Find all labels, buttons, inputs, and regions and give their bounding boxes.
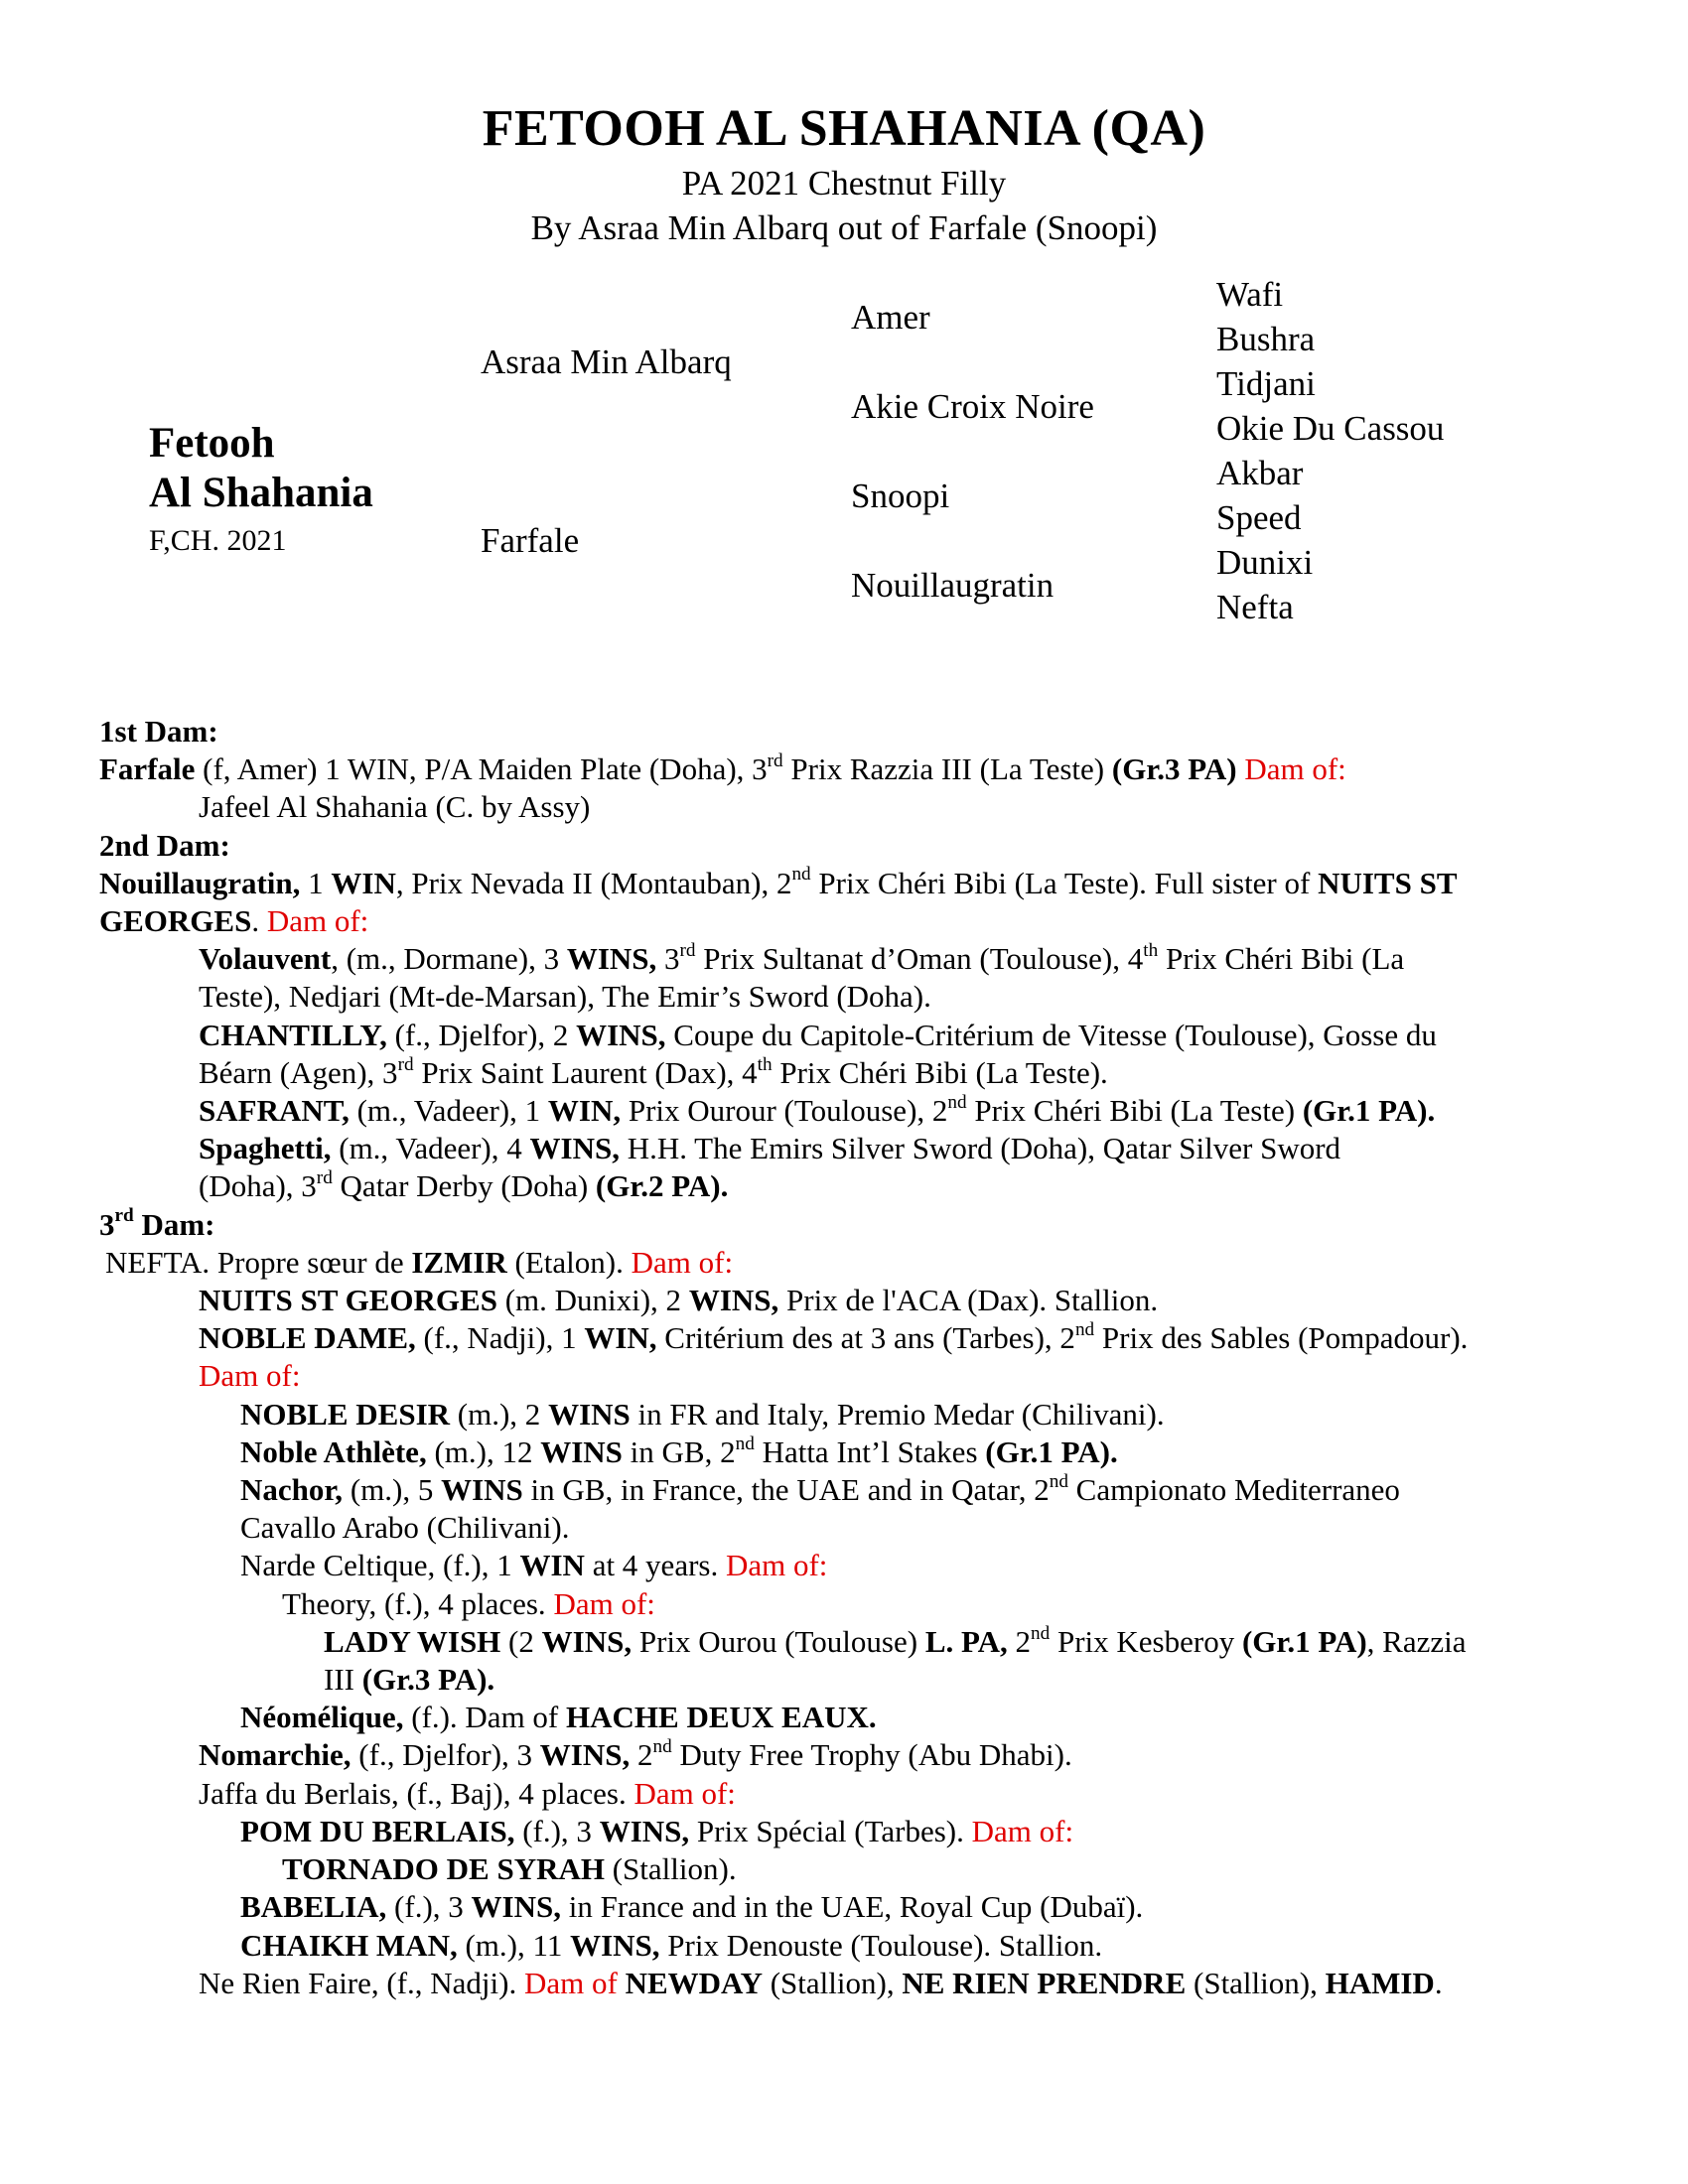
first-dam-entry: Farfale (f, Amer) 1 WIN, P/A Maiden Plate (Doha), 3rd Prix Razzia III (La Teste) (Gr.3 PA) Dam of:: [99, 750, 1346, 787]
pedigree-great-grandparent-7: Dunixi: [1216, 543, 1314, 582]
produce-lady-wish-cont: III (Gr.3 PA).: [324, 1662, 495, 1698]
produce-spaghetti-cont: (Doha), 3rd Qatar Derby (Doha) (Gr.2 PA).: [199, 1167, 729, 1204]
pedigree-great-grandparent-3: Tidjani: [1216, 364, 1316, 403]
page-subtitle-year: PA 2021 Chestnut Filly: [681, 164, 1007, 203]
pedigree-dam: Farfale: [481, 521, 580, 560]
page-subtitle-parentage: By Asraa Min Albarq out of Farfale (Snoopi): [530, 208, 1158, 247]
produce-noble-dame-damof: Dam of:: [199, 1358, 301, 1394]
third-dam-heading: 3rd Dam:: [99, 1205, 215, 1242]
second-dam-heading: 2nd Dam:: [99, 827, 230, 863]
produce-tornado-de-syrah: TORNADO DE SYRAH (Stallion).: [282, 1851, 737, 1887]
produce-volauvent: Volauvent, (m., Dormane), 3 WINS, 3rd Prix Sultanat d’Oman (Toulouse), 4th Prix Chéri Bibi (La: [199, 939, 1405, 977]
pedigree-great-grandparent-2: Bushra: [1216, 320, 1316, 358]
pedigree-sire: Asraa Min Albarq: [481, 342, 732, 381]
horse-name-line-2: Al Shahania: [149, 470, 373, 516]
produce-nuits-st-georges: NUITS ST GEORGES (m. Dunixi), 2 WINS, Prix de l'ACA (Dax). Stallion.: [199, 1283, 1159, 1318]
produce-pom-du-berlais: POM DU BERLAIS, (f.), 3 WINS, Prix Spécial (Tarbes). Dam of:: [240, 1813, 1074, 1848]
produce-chaikh-man: CHAIKH MAN, (m.), 11 WINS, Prix Denouste (Toulouse). Stallion.: [240, 1927, 1103, 1963]
third-dam-entry: NEFTA. Propre sœur de IZMIR (Etalon). Dam of:: [105, 1244, 734, 1280]
produce-ne-rien-faire: Ne Rien Faire, (f., Nadji). Dam of NEWDAY (Stallion), NE RIEN PRENDRE (Stallion), HAMID.: [199, 1965, 1443, 2000]
produce-chantilly: CHANTILLY, (f., Djelfor), 2 WINS, Coupe du Capitole-Critérium de Vitesse (Toulouse), Gosse du: [199, 1017, 1437, 1052]
second-dam-entry-cont: GEORGES. Dam of:: [99, 903, 369, 939]
pedigree-great-grandparent-1: Wafi: [1216, 275, 1284, 314]
produce-chantilly-cont: Béarn (Agen), 3rd Prix Saint Laurent (Dax), 4th Prix Chéri Bibi (La Teste).: [199, 1053, 1108, 1090]
produce-theory: Theory, (f.), 4 places. Dam of:: [282, 1585, 655, 1621]
horse-name-line-1: Fetooh: [149, 420, 275, 467]
produce-jaffa-du-berlais: Jaffa du Berlais, (f., Baj), 4 places. Dam of:: [199, 1775, 736, 1811]
first-dam-heading: 1st Dam:: [99, 714, 218, 749]
produce-volauvent-cont: Teste), Nedjari (Mt-de-Marsan), The Emir’s Sword (Doha).: [199, 979, 931, 1015]
produce-noble-dame: NOBLE DAME, (f., Nadji), 1 WIN, Critérium des at 3 ans (Tarbes), 2nd Prix des Sables (Pompadour).: [199, 1318, 1469, 1356]
horse-info: F,CH. 2021: [149, 524, 287, 557]
produce-spaghetti: Spaghetti, (m., Vadeer), 4 WINS, H.H. The Emirs Silver Sword (Doha), Qatar Silver Sword: [199, 1131, 1341, 1166]
produce-noble-athlete: Noble Athlète, (m.), 12 WINS in GB, 2nd Hatta Int’l Stakes (Gr.1 PA).: [240, 1433, 1118, 1469]
produce-nomarchie: Nomarchie, (f., Djelfor), 3 WINS, 2nd Duty Free Trophy (Abu Dhabi).: [199, 1736, 1072, 1773]
first-dam-produce: Jafeel Al Shahania (C. by Assy): [199, 789, 591, 825]
second-dam-entry: Nouillaugratin, 1 WIN, Prix Nevada II (Montauban), 2nd Prix Chéri Bibi (La Teste). Full sister of NUITS ST: [99, 864, 1458, 900]
produce-narde-celtique: Narde Celtique, (f.), 1 WIN at 4 years. Dam of:: [240, 1548, 828, 1583]
produce-babelia: BABELIA, (f.), 3 WINS, in France and in the UAE, Royal Cup (Dubaï).: [240, 1889, 1144, 1925]
pedigree-granddam-paternal: Akie Croix Noire: [851, 387, 1094, 426]
produce-nachor: Nachor, (m.), 5 WINS in GB, in France, the UAE and in Qatar, 2nd Campionato Mediterraneo: [240, 1470, 1400, 1508]
produce-neomelique: Néomélique, (f.). Dam of HACHE DEUX EAUX.: [240, 1700, 877, 1735]
pedigree-great-grandparent-8: Nefta: [1216, 588, 1294, 626]
pedigree-grandsire-maternal: Snoopi: [851, 477, 950, 515]
dam-line-section: [99, 713, 1589, 2002]
produce-lady-wish: LADY WISH (2 WINS, Prix Ourou (Toulouse) L. PA, 2nd Prix Kesberoy (Gr.1 PA), Razzia: [324, 1622, 1467, 1659]
pedigree-great-grandparent-6: Speed: [1216, 498, 1302, 537]
pedigree-granddam-maternal: Nouillaugratin: [851, 566, 1055, 605]
produce-safrant: SAFRANT, (m., Vadeer), 1 WIN, Prix Ourour (Toulouse), 2nd Prix Chéri Bibi (La Teste) (Gr.1 PA).: [199, 1091, 1436, 1129]
page-title: FETOOH AL SHAHANIA (QA): [482, 100, 1206, 157]
pedigree-great-grandparent-5: Akbar: [1216, 454, 1304, 492]
pedigree-grandsire-paternal: Amer: [851, 298, 930, 337]
produce-nachor-cont: Cavallo Arabo (Chilivani).: [240, 1510, 570, 1546]
pedigree-great-grandparent-4: Okie Du Cassou: [1216, 409, 1445, 448]
produce-noble-desir: NOBLE DESIR (m.), 2 WINS in FR and Italy, Premio Medar (Chilivani).: [240, 1396, 1165, 1432]
